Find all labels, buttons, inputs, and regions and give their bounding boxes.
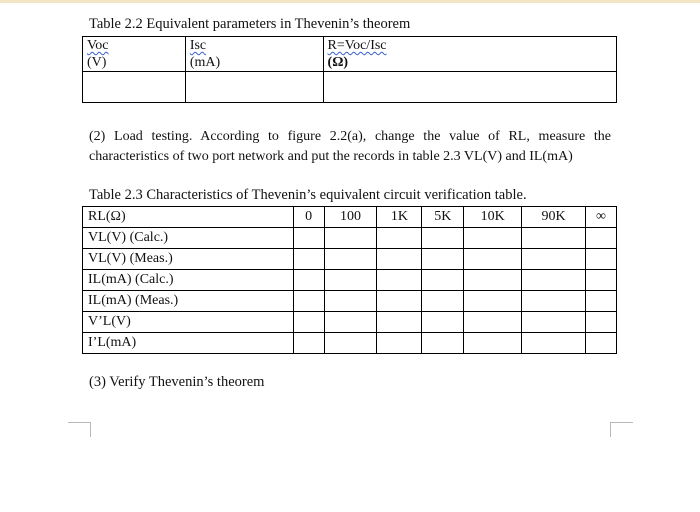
table-cell	[377, 228, 422, 249]
window-top-edge	[0, 0, 700, 3]
table-cell	[586, 228, 617, 249]
table-cell	[377, 312, 422, 333]
column-header: 90K	[522, 207, 586, 228]
table-cell	[293, 291, 324, 312]
table-cell	[464, 270, 522, 291]
page-corner-mark-left	[68, 422, 91, 437]
table-cell	[522, 312, 586, 333]
table-cell	[293, 312, 324, 333]
verify-thevenin-heading: (3) Verify Thevenin’s theorem	[89, 374, 265, 390]
table-cell	[522, 333, 586, 354]
column-header: 1K	[377, 207, 422, 228]
column-header: ∞	[586, 207, 617, 228]
table-cell	[586, 249, 617, 270]
table-cell	[377, 333, 422, 354]
table-row	[83, 333, 617, 354]
row-label: V’L(V)	[83, 312, 294, 333]
table-row	[83, 72, 617, 103]
table-cell	[293, 228, 324, 249]
table-cell	[83, 72, 186, 103]
table-row	[83, 312, 617, 333]
table-cell	[324, 333, 377, 354]
table-row	[83, 249, 617, 270]
table-cell	[522, 249, 586, 270]
table-cell	[464, 291, 522, 312]
table-row	[83, 228, 617, 249]
table-cell	[586, 312, 617, 333]
table-2-2	[82, 36, 617, 103]
table-cell	[293, 270, 324, 291]
table-cell	[377, 249, 422, 270]
row-label: VL(V) (Calc.)	[83, 228, 294, 249]
table-cell	[464, 249, 522, 270]
table-2-3-header-row	[83, 207, 617, 228]
header-isc: Isc (mA)	[185, 37, 323, 72]
table-cell	[422, 249, 464, 270]
column-header: 5K	[422, 207, 464, 228]
row-label: VL(V) (Meas.)	[83, 249, 294, 270]
column-header: 10K	[464, 207, 522, 228]
column-header: 100	[324, 207, 377, 228]
table-cell	[293, 333, 324, 354]
table-row	[83, 270, 617, 291]
table-cell	[522, 228, 586, 249]
table-cell	[323, 72, 616, 103]
table-cell	[464, 312, 522, 333]
table-cell	[324, 249, 377, 270]
row-label: IL(mA) (Calc.)	[83, 270, 294, 291]
table-2-2-header-row	[83, 37, 617, 72]
table-cell	[422, 228, 464, 249]
table-cell	[522, 291, 586, 312]
table-cell	[522, 270, 586, 291]
load-testing-paragraph: (2) Load testing. According to figure 2.2(a), change the value of RL, measure the characteristics of two port network and put the records in table 2.3 VL(V) and IL(mA)	[89, 129, 611, 164]
table-cell	[422, 333, 464, 354]
table-cell	[324, 228, 377, 249]
page-corner-mark-right	[610, 422, 633, 437]
column-header: 0	[293, 207, 324, 228]
table-cell	[422, 270, 464, 291]
table-cell	[586, 291, 617, 312]
table-cell	[422, 291, 464, 312]
rl-header: RL(Ω)	[83, 207, 294, 228]
row-label: IL(mA) (Meas.)	[83, 291, 294, 312]
header-r: R=Voc/Isc (Ω)	[323, 37, 616, 72]
table-cell	[377, 291, 422, 312]
table-2-2-caption: Table 2.2 Equivalent parameters in Thevenin’s theorem	[89, 16, 411, 32]
header-voc: Voc (V)	[83, 37, 186, 72]
table-cell	[324, 291, 377, 312]
table-row	[83, 291, 617, 312]
table-cell	[293, 249, 324, 270]
table-cell	[324, 312, 377, 333]
table-cell	[464, 333, 522, 354]
row-label: I’L(mA)	[83, 333, 294, 354]
table-cell	[185, 72, 323, 103]
table-cell	[324, 270, 377, 291]
table-cell	[586, 270, 617, 291]
table-cell	[377, 270, 422, 291]
table-2-3-caption: Table 2.3 Characteristics of Thevenin’s equivalent circuit verification table.	[89, 187, 527, 203]
table-cell	[586, 333, 617, 354]
table-2-3	[82, 206, 617, 354]
table-cell	[464, 228, 522, 249]
table-cell	[422, 312, 464, 333]
